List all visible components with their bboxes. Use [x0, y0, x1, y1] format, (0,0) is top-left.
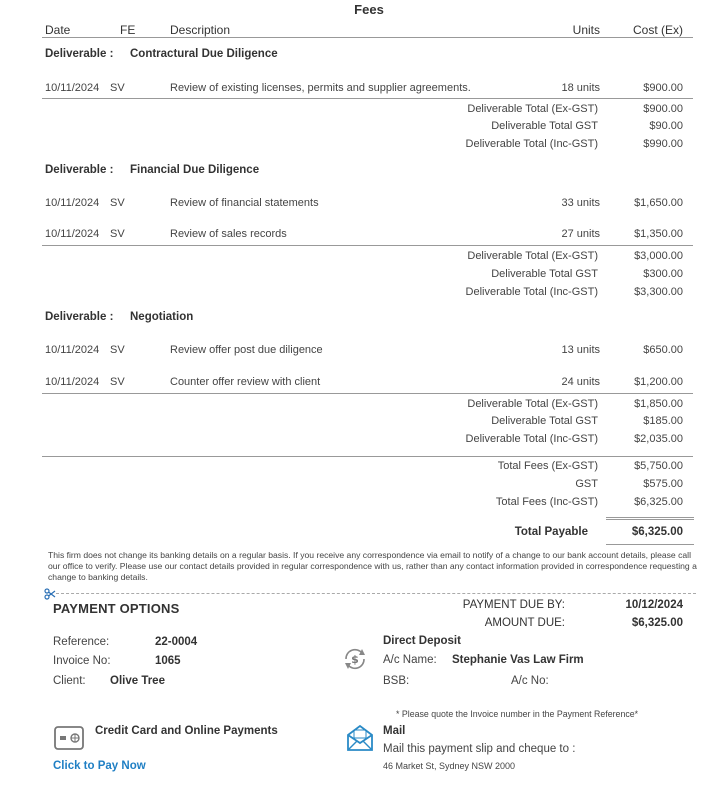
mail-heading: Mail — [383, 725, 406, 737]
subtotal-value: $90.00 — [649, 120, 683, 132]
invoice-label: Invoice No: — [53, 655, 111, 667]
reference-value: 22-0004 — [155, 636, 198, 648]
subtotal-label: Deliverable Total GST — [491, 120, 598, 132]
total-divider — [606, 544, 694, 545]
row-divider — [42, 98, 693, 99]
ac-name-value: Stephanie Vas Law Firm — [452, 654, 584, 666]
client-label: Client: — [53, 675, 86, 687]
row-cost: $650.00 — [643, 344, 683, 356]
banking-notice: This firm does not change its banking details on a regular basis. If you receive any correspondence via email to notify of a change to our bank account details, please call our office to verify. Please use our contact details provided in regular correspondence with us, rather than any contact information provided in correspondence requesting a change to banking details. — [48, 550, 697, 582]
column-header-units: Units — [572, 23, 600, 37]
subtotal-value: $185.00 — [643, 415, 683, 427]
svg-text:$: $ — [351, 653, 359, 666]
row-date: 10/11/2024 — [45, 228, 100, 240]
row-fe: SV — [110, 82, 125, 94]
client-value: Olive Tree — [110, 675, 165, 687]
row-fe: SV — [110, 344, 125, 356]
deliverable-label: Deliverable : — [45, 164, 114, 176]
row-divider — [42, 393, 693, 394]
row-cost: $1,350.00 — [634, 228, 683, 240]
row-cost: $900.00 — [643, 82, 683, 94]
column-header-date: Date — [45, 23, 71, 37]
quote-note: * Please quote the Invoice number in the Payment Reference* — [396, 709, 639, 719]
row-date: 10/11/2024 — [45, 376, 100, 388]
subtotal-label: Deliverable Total (Ex-GST) — [467, 250, 598, 262]
total-divider — [606, 517, 694, 518]
column-header-description: Description — [170, 23, 231, 37]
scissors-icon — [44, 587, 56, 599]
row-date: 10/11/2024 — [45, 197, 100, 209]
row-units: 13 units — [561, 344, 600, 356]
row-description: Review of existing licenses, permits and supplier agreements. — [170, 82, 471, 94]
credit-card-icon — [53, 724, 85, 752]
invoice-value: 1065 — [155, 655, 181, 667]
deliverable-name: Negotiation — [130, 311, 194, 323]
subtotal-value: $900.00 — [643, 103, 683, 115]
subtotal-label: Deliverable Total (Inc-GST) — [465, 286, 598, 298]
deliverable-label: Deliverable : — [45, 311, 114, 323]
total-fees-label: Total Fees (Ex-GST) — [497, 460, 598, 472]
total-payable-value: $6,325.00 — [631, 526, 683, 538]
payment-options-heading: PAYMENT OPTIONS — [53, 601, 180, 616]
card-payments-heading: Credit Card and Online Payments — [95, 725, 278, 737]
totals-divider — [42, 456, 693, 457]
row-description: Review of sales records — [170, 228, 287, 240]
payment-due-by-value: 10/12/2024 — [625, 599, 683, 611]
gst-label: GST — [575, 478, 598, 490]
total-fees-value: $5,750.00 — [634, 460, 683, 472]
deliverable-label: Deliverable : — [45, 48, 114, 60]
deliverable-name: Contractural Due Diligence — [130, 48, 278, 60]
row-date: 10/11/2024 — [45, 82, 100, 94]
row-cost: $1,650.00 — [634, 197, 683, 209]
reference-label: Reference: — [53, 636, 110, 648]
row-units: 27 units — [561, 228, 600, 240]
row-fe: SV — [110, 376, 125, 388]
total-divider — [606, 519, 694, 520]
row-description: Review of financial statements — [170, 197, 319, 209]
payment-due-by-label: PAYMENT DUE BY: — [462, 599, 565, 611]
row-units: 24 units — [561, 376, 600, 388]
total-fees-inc-label: Total Fees (Inc-GST) — [495, 496, 598, 508]
mail-icon — [346, 724, 374, 752]
row-units: 18 units — [561, 82, 600, 94]
pay-now-link[interactable]: Click to Pay Now — [53, 760, 146, 772]
row-units: 33 units — [561, 197, 600, 209]
deliverable-name: Financial Due Diligence — [130, 164, 260, 176]
page-title: Fees — [354, 2, 384, 17]
column-header-cost: Cost (Ex) — [632, 23, 683, 37]
column-header-fe: FE — [120, 23, 136, 37]
ac-name-label: A/c Name: — [383, 654, 437, 666]
row-date: 10/11/2024 — [45, 344, 100, 356]
row-description: Counter offer review with client — [170, 376, 321, 388]
total-payable-label: Total Payable — [514, 526, 588, 538]
amount-due-label: AMOUNT DUE: — [484, 617, 565, 629]
row-divider — [42, 245, 693, 246]
subtotal-label: Deliverable Total GST — [491, 415, 598, 427]
subtotal-value: $1,850.00 — [634, 398, 683, 410]
subtotal-label: Deliverable Total (Inc-GST) — [465, 138, 598, 150]
direct-deposit-heading: Direct Deposit — [383, 635, 461, 647]
subtotal-label: Deliverable Total (Inc-GST) — [465, 433, 598, 445]
amount-due-value: $6,325.00 — [631, 617, 683, 629]
subtotal-value: $990.00 — [643, 138, 683, 150]
total-fees-inc-value: $6,325.00 — [634, 496, 683, 508]
subtotal-label: Deliverable Total (Ex-GST) — [467, 103, 598, 115]
subtotal-value: $300.00 — [643, 268, 683, 280]
subtotal-value: $2,035.00 — [634, 433, 683, 445]
gst-value: $575.00 — [643, 478, 683, 490]
row-fe: SV — [110, 228, 125, 240]
subtotal-label: Deliverable Total GST — [491, 268, 598, 280]
row-description: Review offer post due diligence — [170, 344, 323, 356]
row-fe: SV — [110, 197, 125, 209]
bsb-label: BSB: — [383, 675, 410, 687]
mail-text: Mail this payment slip and cheque to : — [383, 743, 576, 755]
subtotal-value: $3,000.00 — [634, 250, 683, 262]
currency-exchange-icon — [341, 645, 369, 673]
cut-line — [56, 593, 696, 594]
mail-address: 46 Market St, Sydney NSW 2000 — [383, 761, 516, 771]
subtotal-value: $3,300.00 — [634, 286, 683, 298]
header-divider — [42, 37, 693, 38]
row-cost: $1,200.00 — [634, 376, 683, 388]
ac-no-label: A/c No: — [511, 675, 549, 687]
subtotal-label: Deliverable Total (Ex-GST) — [467, 398, 598, 410]
